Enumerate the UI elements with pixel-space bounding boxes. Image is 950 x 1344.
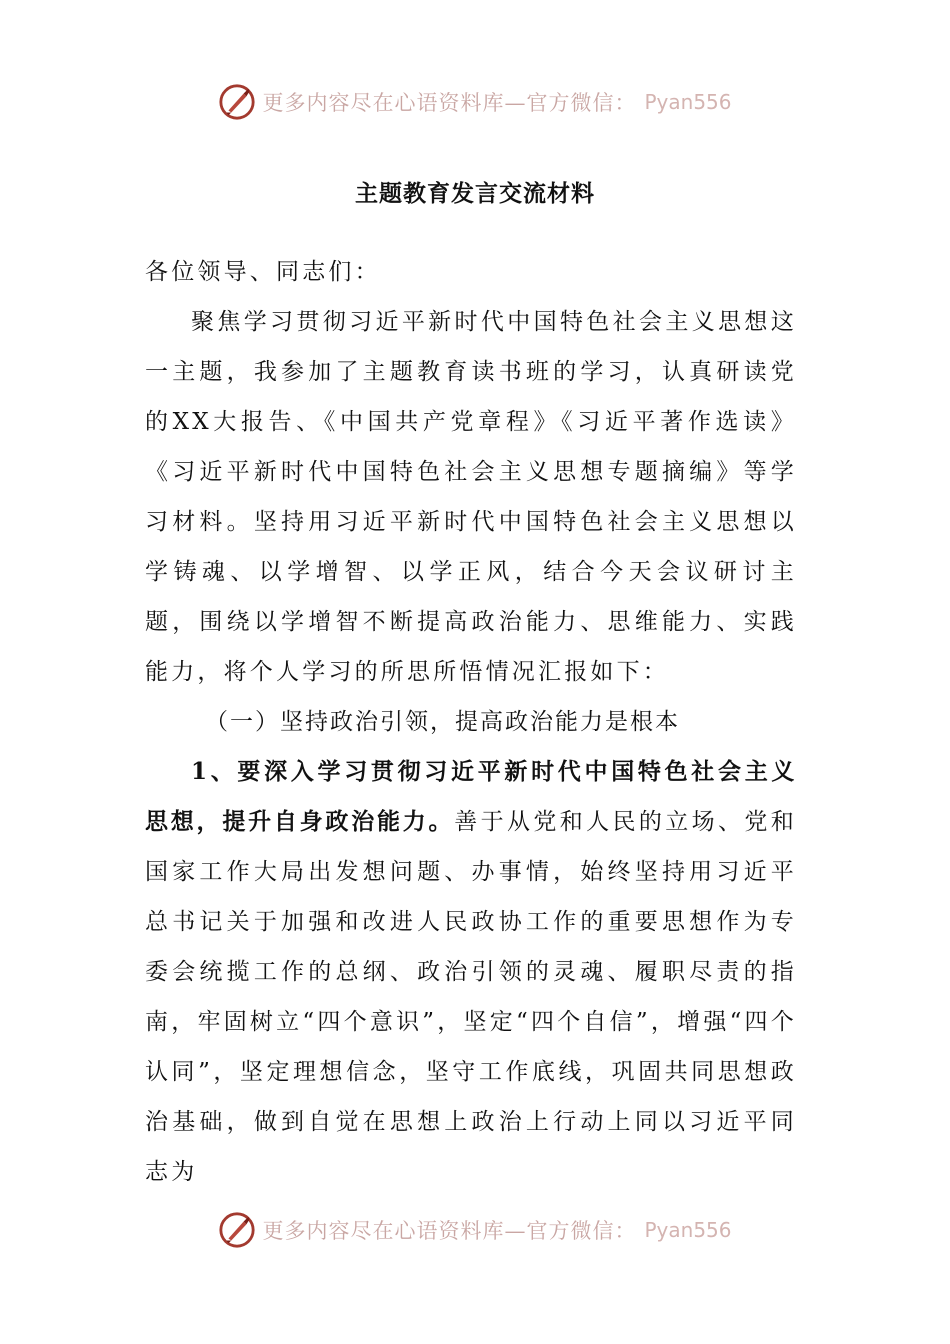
intro-paragraph: 聚焦学习贯彻习近平新时代中国特色社会主义思想这一主题，我参加了主题教育读书班的学习，认真研读党的XX大报告、《中国共产党章程》《习近平著作选读》《习近平新时代中国特色社会主义思想专题摘编》等学习材料。坚持用习近平新时代中国特色社会主义思想以学铸魂、以学增智、以学正风，结合今天会议研讨主题，围绕以学增智不断提高政治能力、思维能力、实践能力，将个人学习的所思所悟情况汇报如下： <box>145 309 797 685</box>
point-paragraph <box>145 747 797 1197</box>
watermark-handle: Pyan556 <box>644 1218 732 1242</box>
quill-logo-icon <box>218 83 256 121</box>
watermark-text: 更多内容尽在心语资料库—官方微信： <box>262 91 637 115</box>
section-heading: （一）坚持政治引领，提高政治能力是根本 <box>205 709 680 735</box>
watermark-text: 更多内容尽在心语资料库—官方微信： <box>262 1219 637 1243</box>
document-body <box>145 247 797 1197</box>
point-text: 善于从党和人民的立场、党和国家工作大局出发想问题、办事情，始终坚持用习近平总书记关于加强和改进人民政协工作的重要思想作为专委会统揽工作的总纲、政治引领的灵魂、履职尽责的指南，牢固树立“四个意识”，坚定“四个自信”，增强“四个认同”，坚定理想信念，坚守工作底线，巩固共同思想政治基础，做到自觉在思想上政治上行动上同以习近平同志为 <box>145 809 797 1185</box>
watermark-handle: Pyan556 <box>644 90 732 114</box>
point-lead: 1、要深入学习贯彻习近平新时代中国特色社会主义思想，提升自身政治能力。 <box>145 758 797 835</box>
greeting: 各位领导、同志们： <box>145 259 381 285</box>
watermark-footer <box>0 1208 950 1252</box>
watermark-header <box>0 80 950 124</box>
quill-logo-icon <box>218 1211 256 1249</box>
document-title: 主题教育发言交流材料 <box>355 180 595 207</box>
